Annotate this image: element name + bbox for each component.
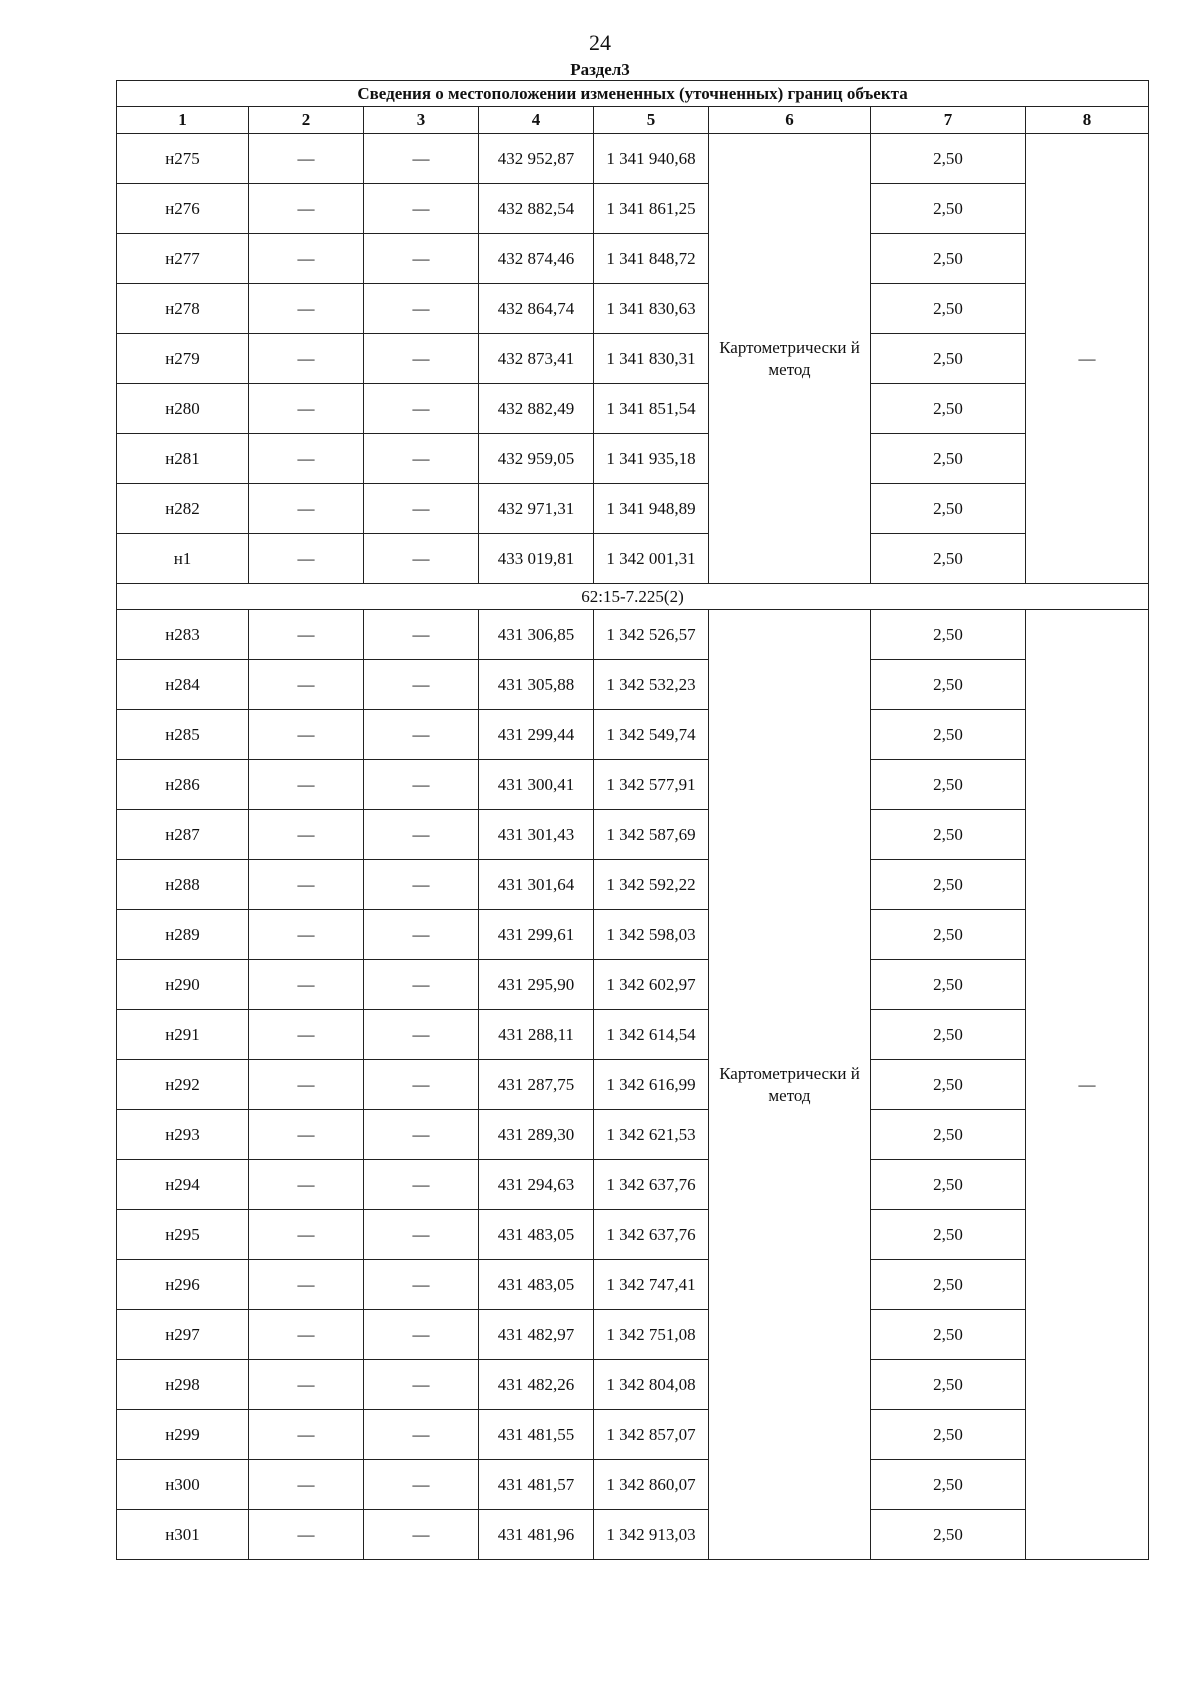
col2-value: — bbox=[249, 710, 364, 760]
table-row bbox=[117, 234, 1149, 284]
col2-value: — bbox=[249, 234, 364, 284]
col2-value: — bbox=[249, 810, 364, 860]
coord-y: 1 342 614,54 bbox=[594, 1010, 709, 1060]
point-name: н292 bbox=[117, 1060, 249, 1110]
column-header-7: 7 bbox=[871, 107, 1026, 134]
column-header-8: 8 bbox=[1026, 107, 1149, 134]
col3-value: — bbox=[364, 1210, 479, 1260]
group-row bbox=[117, 584, 1149, 610]
method-cell: Картометрически й метод bbox=[709, 134, 871, 584]
coord-y: 1 341 935,18 bbox=[594, 434, 709, 484]
col2-value: — bbox=[249, 760, 364, 810]
coord-x: 432 882,49 bbox=[479, 384, 594, 434]
coord-y: 1 341 830,63 bbox=[594, 284, 709, 334]
coord-y: 1 341 851,54 bbox=[594, 384, 709, 434]
col8-value: — bbox=[1026, 610, 1149, 1560]
coord-x: 432 873,41 bbox=[479, 334, 594, 384]
coord-x: 431 482,26 bbox=[479, 1360, 594, 1410]
col2-value: — bbox=[249, 610, 364, 660]
accuracy-value: 2,50 bbox=[871, 1460, 1026, 1510]
col2-value: — bbox=[249, 1460, 364, 1510]
table-row bbox=[117, 1460, 1149, 1510]
point-name: н295 bbox=[117, 1210, 249, 1260]
col2-value: — bbox=[249, 1110, 364, 1160]
coord-x: 432 874,46 bbox=[479, 234, 594, 284]
coord-y: 1 342 549,74 bbox=[594, 710, 709, 760]
accuracy-value: 2,50 bbox=[871, 1260, 1026, 1310]
col2-value: — bbox=[249, 384, 364, 434]
col3-value: — bbox=[364, 1510, 479, 1560]
point-name: н277 bbox=[117, 234, 249, 284]
table-row bbox=[117, 1110, 1149, 1160]
coord-y: 1 342 616,99 bbox=[594, 1060, 709, 1110]
table-row bbox=[117, 184, 1149, 234]
col3-value: — bbox=[364, 1010, 479, 1060]
column-header-4: 4 bbox=[479, 107, 594, 134]
coord-x: 431 288,11 bbox=[479, 1010, 594, 1060]
accuracy-value: 2,50 bbox=[871, 1510, 1026, 1560]
table-row bbox=[117, 1410, 1149, 1460]
point-name: н291 bbox=[117, 1010, 249, 1060]
col3-value: — bbox=[364, 1460, 479, 1510]
table-row bbox=[117, 484, 1149, 534]
col3-value: — bbox=[364, 384, 479, 434]
table-row bbox=[117, 284, 1149, 334]
col2-value: — bbox=[249, 484, 364, 534]
coord-y: 1 342 804,08 bbox=[594, 1360, 709, 1410]
point-name: н290 bbox=[117, 960, 249, 1010]
col3-value: — bbox=[364, 610, 479, 660]
col2-value: — bbox=[249, 284, 364, 334]
accuracy-value: 2,50 bbox=[871, 1160, 1026, 1210]
accuracy-value: 2,50 bbox=[871, 1210, 1026, 1260]
table-row bbox=[117, 334, 1149, 384]
point-name: н284 bbox=[117, 660, 249, 710]
col3-value: — bbox=[364, 184, 479, 234]
point-name: н287 bbox=[117, 810, 249, 860]
accuracy-value: 2,50 bbox=[871, 334, 1026, 384]
table-row bbox=[117, 910, 1149, 960]
point-name: н278 bbox=[117, 284, 249, 334]
coord-x: 431 483,05 bbox=[479, 1260, 594, 1310]
coord-x: 432 959,05 bbox=[479, 434, 594, 484]
coord-y: 1 342 598,03 bbox=[594, 910, 709, 960]
column-header-5: 5 bbox=[594, 107, 709, 134]
col3-value: — bbox=[364, 534, 479, 584]
col2-value: — bbox=[249, 334, 364, 384]
coord-x: 431 301,43 bbox=[479, 810, 594, 860]
col2-value: — bbox=[249, 1060, 364, 1110]
coord-x: 431 306,85 bbox=[479, 610, 594, 660]
coord-y: 1 342 602,97 bbox=[594, 960, 709, 1010]
col2-value: — bbox=[249, 1410, 364, 1460]
col3-value: — bbox=[364, 710, 479, 760]
col3-value: — bbox=[364, 484, 479, 534]
point-name: н280 bbox=[117, 384, 249, 434]
table-row bbox=[117, 760, 1149, 810]
col3-value: — bbox=[364, 660, 479, 710]
coord-y: 1 342 637,76 bbox=[594, 1210, 709, 1260]
accuracy-value: 2,50 bbox=[871, 760, 1026, 810]
coord-y: 1 342 621,53 bbox=[594, 1110, 709, 1160]
table-row bbox=[117, 1510, 1149, 1560]
coord-x: 431 300,41 bbox=[479, 760, 594, 810]
col2-value: — bbox=[249, 1160, 364, 1210]
table-body bbox=[117, 134, 1149, 1560]
table-row bbox=[117, 710, 1149, 760]
coord-y: 1 341 861,25 bbox=[594, 184, 709, 234]
page-number: 24 bbox=[589, 30, 611, 55]
table-caption: Сведения о местоположении измененных (уточненных) границ объекта bbox=[117, 81, 1149, 107]
point-name: н283 bbox=[117, 610, 249, 660]
coord-y: 1 341 830,31 bbox=[594, 334, 709, 384]
table-row bbox=[117, 384, 1149, 434]
col3-value: — bbox=[364, 334, 479, 384]
col2-value: — bbox=[249, 1510, 364, 1560]
coordinates-table bbox=[116, 80, 1149, 1560]
coord-x: 432 882,54 bbox=[479, 184, 594, 234]
col2-value: — bbox=[249, 910, 364, 960]
accuracy-value: 2,50 bbox=[871, 1010, 1026, 1060]
accuracy-value: 2,50 bbox=[871, 1110, 1026, 1160]
col3-value: — bbox=[364, 1310, 479, 1360]
column-header-6: 6 bbox=[709, 107, 871, 134]
accuracy-value: 2,50 bbox=[871, 534, 1026, 584]
point-name: н281 bbox=[117, 434, 249, 484]
col2-value: — bbox=[249, 1310, 364, 1360]
point-name: н285 bbox=[117, 710, 249, 760]
accuracy-value: 2,50 bbox=[871, 434, 1026, 484]
point-name: н297 bbox=[117, 1310, 249, 1360]
coord-y: 1 342 001,31 bbox=[594, 534, 709, 584]
coord-y: 1 342 913,03 bbox=[594, 1510, 709, 1560]
coord-y: 1 342 637,76 bbox=[594, 1160, 709, 1210]
group-label: 62:15-7.225(2) bbox=[117, 584, 1149, 610]
point-name: н300 bbox=[117, 1460, 249, 1510]
col2-value: — bbox=[249, 1260, 364, 1310]
coord-x: 431 299,61 bbox=[479, 910, 594, 960]
coord-x: 431 481,96 bbox=[479, 1510, 594, 1560]
coord-x: 431 289,30 bbox=[479, 1110, 594, 1160]
accuracy-value: 2,50 bbox=[871, 960, 1026, 1010]
coord-y: 1 342 526,57 bbox=[594, 610, 709, 660]
coord-y: 1 342 532,23 bbox=[594, 660, 709, 710]
coord-x: 431 301,64 bbox=[479, 860, 594, 910]
column-header-1: 1 bbox=[117, 107, 249, 134]
coord-y: 1 341 940,68 bbox=[594, 134, 709, 184]
column-header-row bbox=[117, 107, 1149, 134]
point-name: н275 bbox=[117, 134, 249, 184]
col3-value: — bbox=[364, 1060, 479, 1110]
table-row bbox=[117, 1360, 1149, 1410]
coord-y: 1 342 577,91 bbox=[594, 760, 709, 810]
col3-value: — bbox=[364, 1260, 479, 1310]
col3-value: — bbox=[364, 910, 479, 960]
accuracy-value: 2,50 bbox=[871, 284, 1026, 334]
col2-value: — bbox=[249, 1010, 364, 1060]
table-row bbox=[117, 810, 1149, 860]
point-name: н1 bbox=[117, 534, 249, 584]
point-name: н299 bbox=[117, 1410, 249, 1460]
coord-y: 1 342 751,08 bbox=[594, 1310, 709, 1360]
accuracy-value: 2,50 bbox=[871, 234, 1026, 284]
accuracy-value: 2,50 bbox=[871, 184, 1026, 234]
table-row bbox=[117, 1010, 1149, 1060]
accuracy-value: 2,50 bbox=[871, 1360, 1026, 1410]
coord-x: 431 483,05 bbox=[479, 1210, 594, 1260]
col2-value: — bbox=[249, 434, 364, 484]
col3-value: — bbox=[364, 1410, 479, 1460]
method-cell: Картометрически й метод bbox=[709, 610, 871, 1560]
coord-x: 431 287,75 bbox=[479, 1060, 594, 1110]
accuracy-value: 2,50 bbox=[871, 1060, 1026, 1110]
col3-value: — bbox=[364, 760, 479, 810]
col2-value: — bbox=[249, 960, 364, 1010]
point-name: н289 bbox=[117, 910, 249, 960]
column-header-3: 3 bbox=[364, 107, 479, 134]
col2-value: — bbox=[249, 184, 364, 234]
coord-x: 432 864,74 bbox=[479, 284, 594, 334]
accuracy-value: 2,50 bbox=[871, 1310, 1026, 1360]
coord-x: 431 305,88 bbox=[479, 660, 594, 710]
point-name: н298 bbox=[117, 1360, 249, 1410]
point-name: н293 bbox=[117, 1110, 249, 1160]
coord-x: 431 481,57 bbox=[479, 1460, 594, 1510]
point-name: н294 bbox=[117, 1160, 249, 1210]
point-name: н279 bbox=[117, 334, 249, 384]
coord-y: 1 342 747,41 bbox=[594, 1260, 709, 1310]
table-row bbox=[117, 610, 1149, 660]
col3-value: — bbox=[364, 1360, 479, 1410]
point-name: н282 bbox=[117, 484, 249, 534]
table-row bbox=[117, 1260, 1149, 1310]
table-row bbox=[117, 1210, 1149, 1260]
col2-value: — bbox=[249, 660, 364, 710]
table-row bbox=[117, 1160, 1149, 1210]
section-title: Раздел3 bbox=[570, 60, 630, 79]
coord-x: 431 482,97 bbox=[479, 1310, 594, 1360]
table-row bbox=[117, 1060, 1149, 1110]
col3-value: — bbox=[364, 860, 479, 910]
point-name: н296 bbox=[117, 1260, 249, 1310]
coord-y: 1 341 848,72 bbox=[594, 234, 709, 284]
column-header-2: 2 bbox=[249, 107, 364, 134]
coord-y: 1 342 587,69 bbox=[594, 810, 709, 860]
table-row bbox=[117, 134, 1149, 184]
col3-value: — bbox=[364, 1160, 479, 1210]
table-row bbox=[117, 960, 1149, 1010]
accuracy-value: 2,50 bbox=[871, 710, 1026, 760]
coord-y: 1 342 860,07 bbox=[594, 1460, 709, 1510]
col3-value: — bbox=[364, 284, 479, 334]
point-name: н288 bbox=[117, 860, 249, 910]
coord-y: 1 342 592,22 bbox=[594, 860, 709, 910]
accuracy-value: 2,50 bbox=[871, 610, 1026, 660]
coord-x: 432 971,31 bbox=[479, 484, 594, 534]
col2-value: — bbox=[249, 134, 364, 184]
col2-value: — bbox=[249, 1210, 364, 1260]
col3-value: — bbox=[364, 134, 479, 184]
accuracy-value: 2,50 bbox=[871, 384, 1026, 434]
col3-value: — bbox=[364, 434, 479, 484]
accuracy-value: 2,50 bbox=[871, 810, 1026, 860]
accuracy-value: 2,50 bbox=[871, 860, 1026, 910]
point-name: н286 bbox=[117, 760, 249, 810]
col2-value: — bbox=[249, 860, 364, 910]
coord-x: 431 481,55 bbox=[479, 1410, 594, 1460]
coord-y: 1 341 948,89 bbox=[594, 484, 709, 534]
accuracy-value: 2,50 bbox=[871, 484, 1026, 534]
coord-x: 431 299,44 bbox=[479, 710, 594, 760]
col2-value: — bbox=[249, 534, 364, 584]
coord-x: 433 019,81 bbox=[479, 534, 594, 584]
coord-y: 1 342 857,07 bbox=[594, 1410, 709, 1460]
table-row bbox=[117, 534, 1149, 584]
col3-value: — bbox=[364, 960, 479, 1010]
coord-x: 431 295,90 bbox=[479, 960, 594, 1010]
col3-value: — bbox=[364, 810, 479, 860]
coord-x: 432 952,87 bbox=[479, 134, 594, 184]
accuracy-value: 2,50 bbox=[871, 1410, 1026, 1460]
col2-value: — bbox=[249, 1360, 364, 1410]
col8-value: — bbox=[1026, 134, 1149, 584]
table-row bbox=[117, 660, 1149, 710]
point-name: н301 bbox=[117, 1510, 249, 1560]
table-row bbox=[117, 434, 1149, 484]
accuracy-value: 2,50 bbox=[871, 660, 1026, 710]
col3-value: — bbox=[364, 1110, 479, 1160]
accuracy-value: 2,50 bbox=[871, 910, 1026, 960]
table-row bbox=[117, 1310, 1149, 1360]
point-name: н276 bbox=[117, 184, 249, 234]
accuracy-value: 2,50 bbox=[871, 134, 1026, 184]
table-row bbox=[117, 860, 1149, 910]
coord-x: 431 294,63 bbox=[479, 1160, 594, 1210]
col3-value: — bbox=[364, 234, 479, 284]
